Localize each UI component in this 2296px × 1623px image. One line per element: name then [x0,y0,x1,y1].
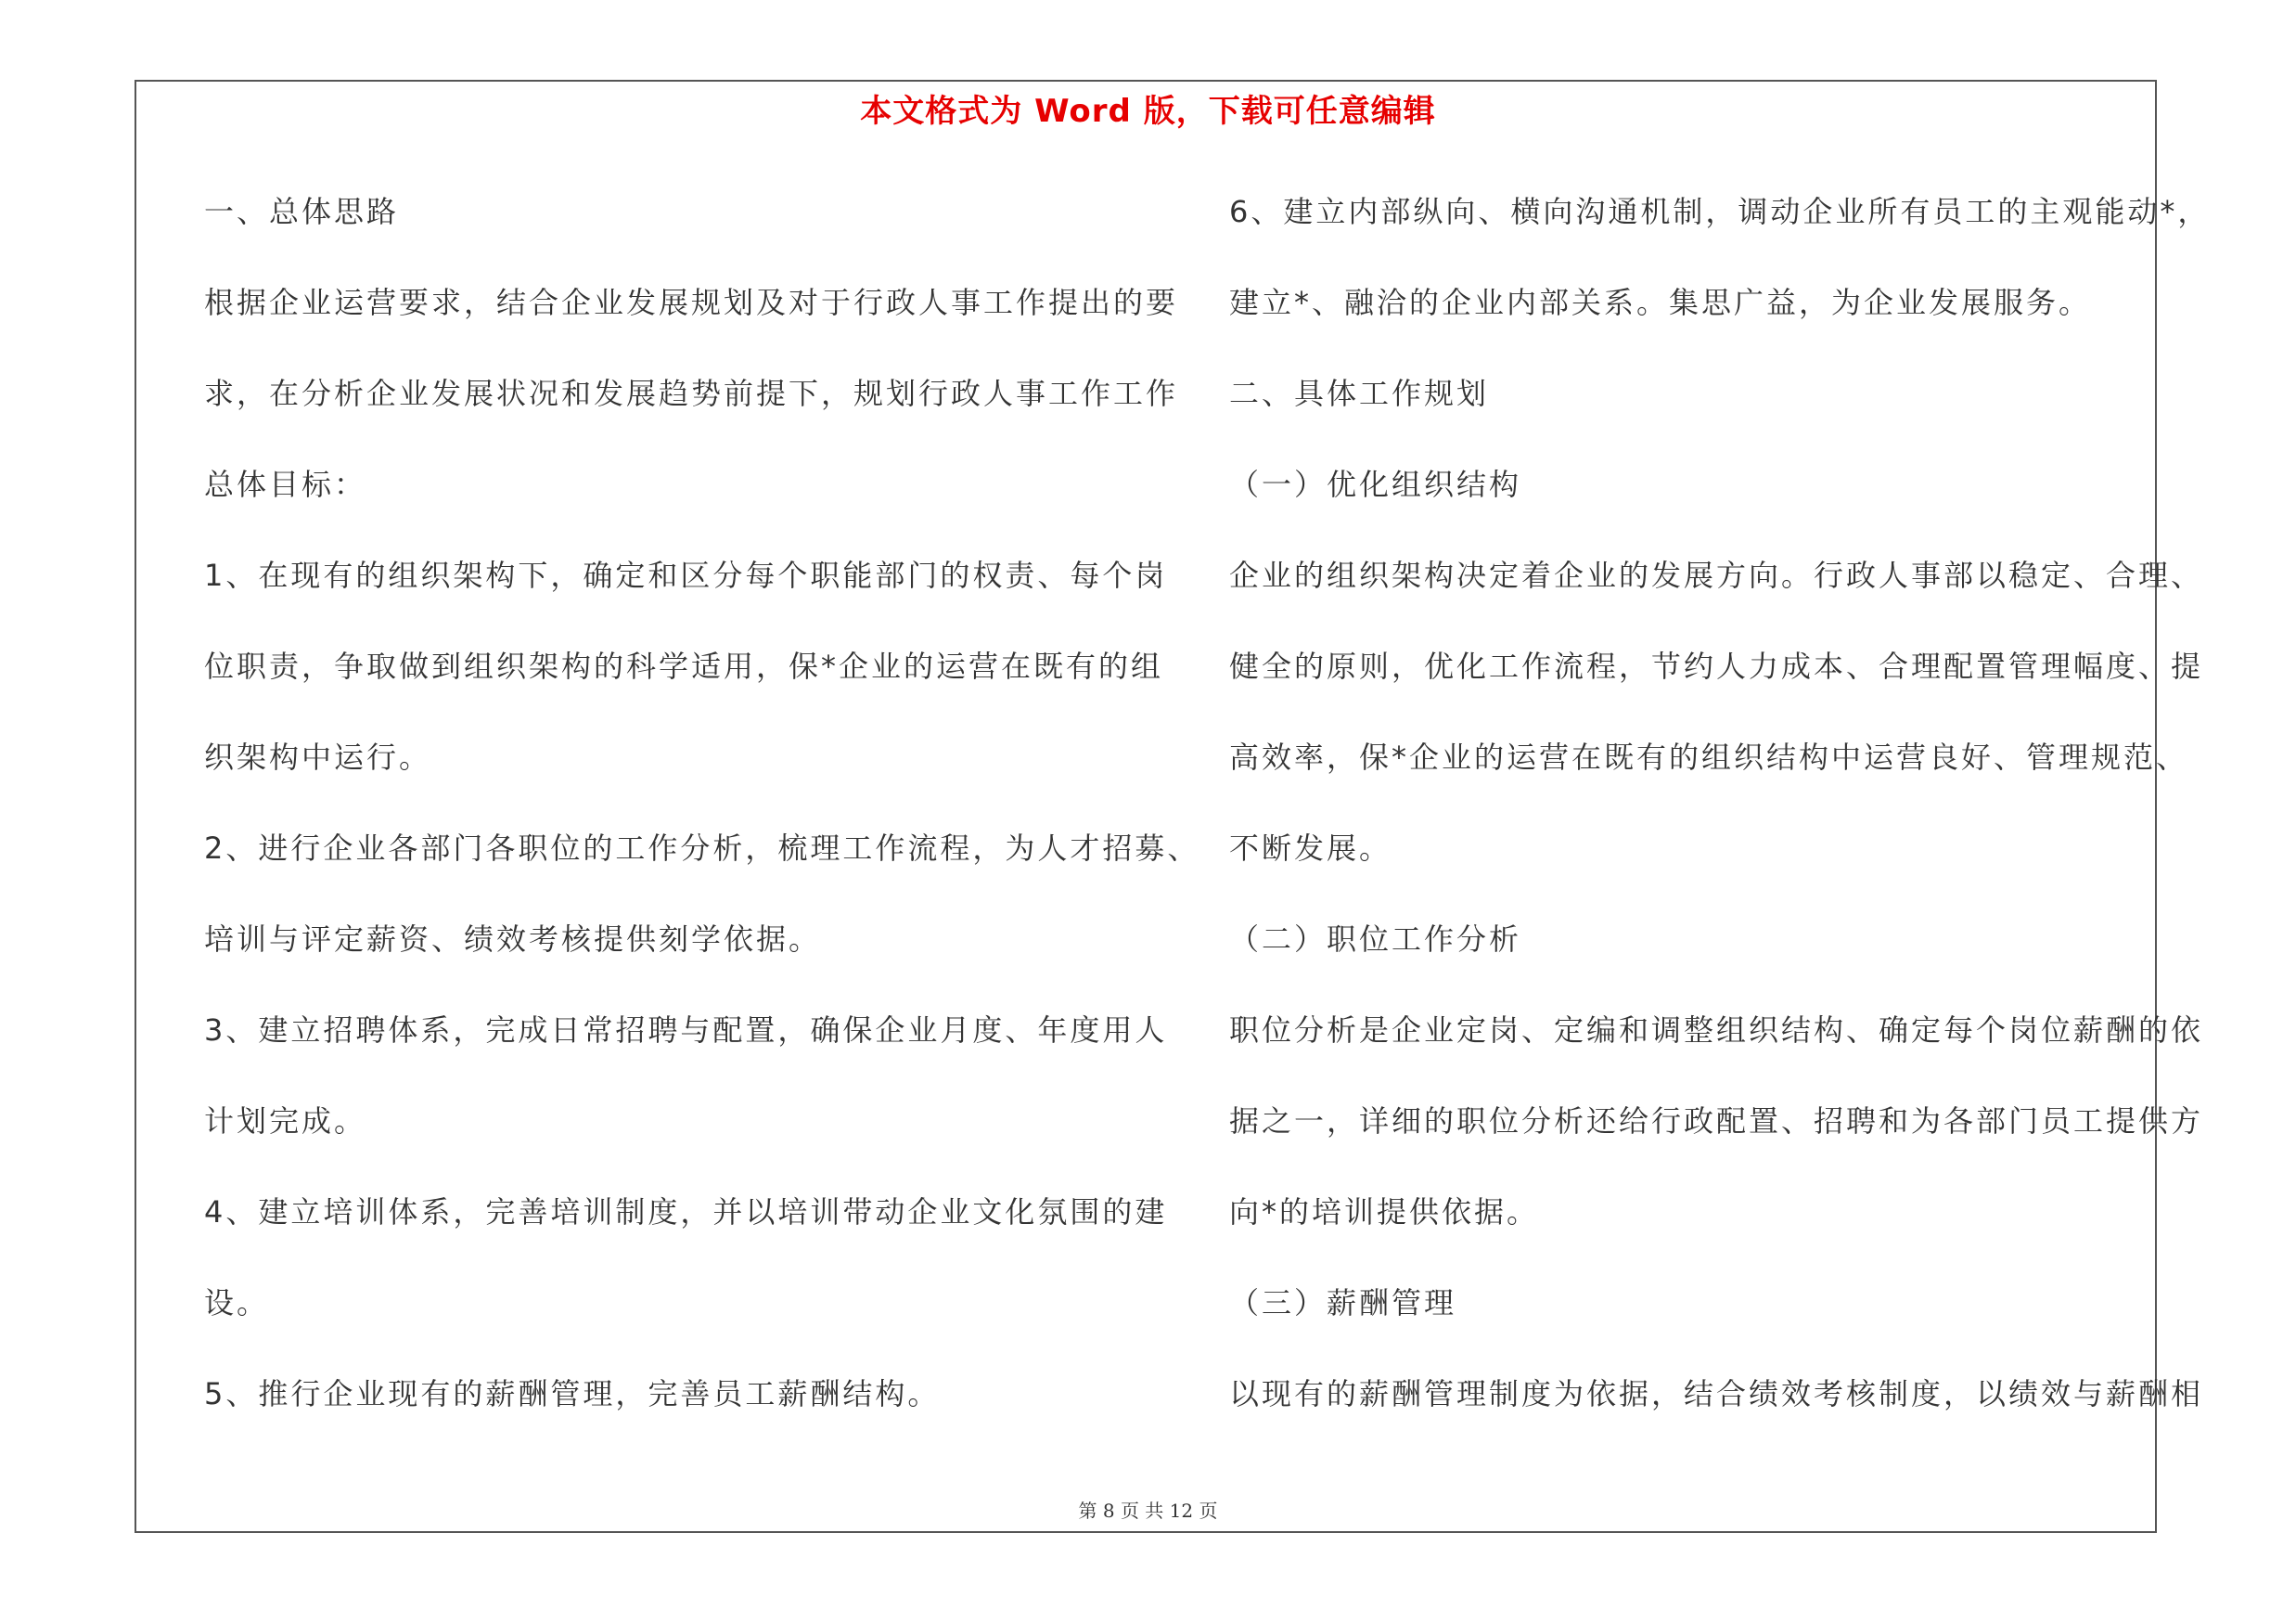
paragraph-line: 健全的原则，优化工作流程，节约人力成本、合理配置管理幅度、提 [1229,649,2204,684]
paragraph-line: 求，在分析企业发展状况和发展趋势前提下，规划行政人事工作工作 [204,376,1179,411]
paragraph-line: 位职责，争取做到组织架构的科学适用，保*企业的运营在既有的组 [204,649,1164,684]
paragraph-line: 以现有的薪酬管理制度为依据，结合绩效考核制度，以绩效与薪酬相 [1229,1376,2204,1411]
paragraph-line: 5、推行企业现有的薪酬管理，完善员工薪酬结构。 [204,1376,941,1411]
paragraph-line: 向*的培训提供依据。 [1229,1194,1540,1230]
paragraph-line: 高效率，保*企业的运营在既有的组织结构中运营良好、管理规范、 [1229,740,2189,775]
paragraph-line: 职位分析是企业定岗、定编和调整组织结构、确定每个岗位薪酬的依 [1229,1012,2204,1048]
paragraph-line: 据之一，详细的职位分析还给行政配置、招聘和为各部门员工提供方 [1229,1103,2204,1139]
paragraph-line: 培训与评定薪资、绩效考核提供刻学依据。 [204,921,822,957]
paragraph-line: 一、总体思路 [204,194,400,229]
left-column [204,186,1200,1459]
paragraph-line: 建立*、融洽的企业内部关系。集思广益，为企业发展服务。 [1229,285,2092,320]
paragraph-line: 设。 [204,1285,270,1320]
format-banner: 本文格式为 Word 版，下载可任意编辑 [860,93,1436,130]
paragraph-line: 企业的组织架构决定着企业的发展方向。行政人事部以稳定、合理、 [1229,558,2204,593]
section-heading: 二、具体工作规划 [1229,376,1490,411]
subsection-heading: （一）优化组织结构 [1229,467,1522,502]
paragraph-line: 2、进行企业各部门各职位的工作分析，梳理工作流程，为人才招募、 [204,831,1200,866]
page-number: 第 8 页 共 12 页 [1078,1500,1218,1522]
paragraph-line: 计划完成。 [204,1103,367,1139]
paragraph-line: 织架构中运行。 [204,740,432,775]
paragraph-line: 4、建立培训体系，完善培训制度，并以培训带动企业文化氛围的建 [204,1194,1168,1230]
paragraph-line: 1、在现有的组织架构下，确定和区分每个职能部门的权责、每个岗 [204,558,1168,593]
right-column [1229,186,2211,1459]
paragraph-line: 总体目标： [204,467,367,502]
subsection-heading: （二）职位工作分析 [1229,921,1522,957]
paragraph-line: 不断发展。 [1229,831,1392,866]
subsection-heading: （三）薪酬管理 [1229,1285,1457,1320]
paragraph-line: 3、建立招聘体系，完成日常招聘与配置，确保企业月度、年度用人 [204,1012,1168,1048]
paragraph-line: 根据企业运营要求，结合企业发展规划及对于行政人事工作提出的要 [204,285,1179,320]
paragraph-line: 6、建立内部纵向、横向沟通机制，调动企业所有员工的主观能动*， [1229,194,2211,229]
